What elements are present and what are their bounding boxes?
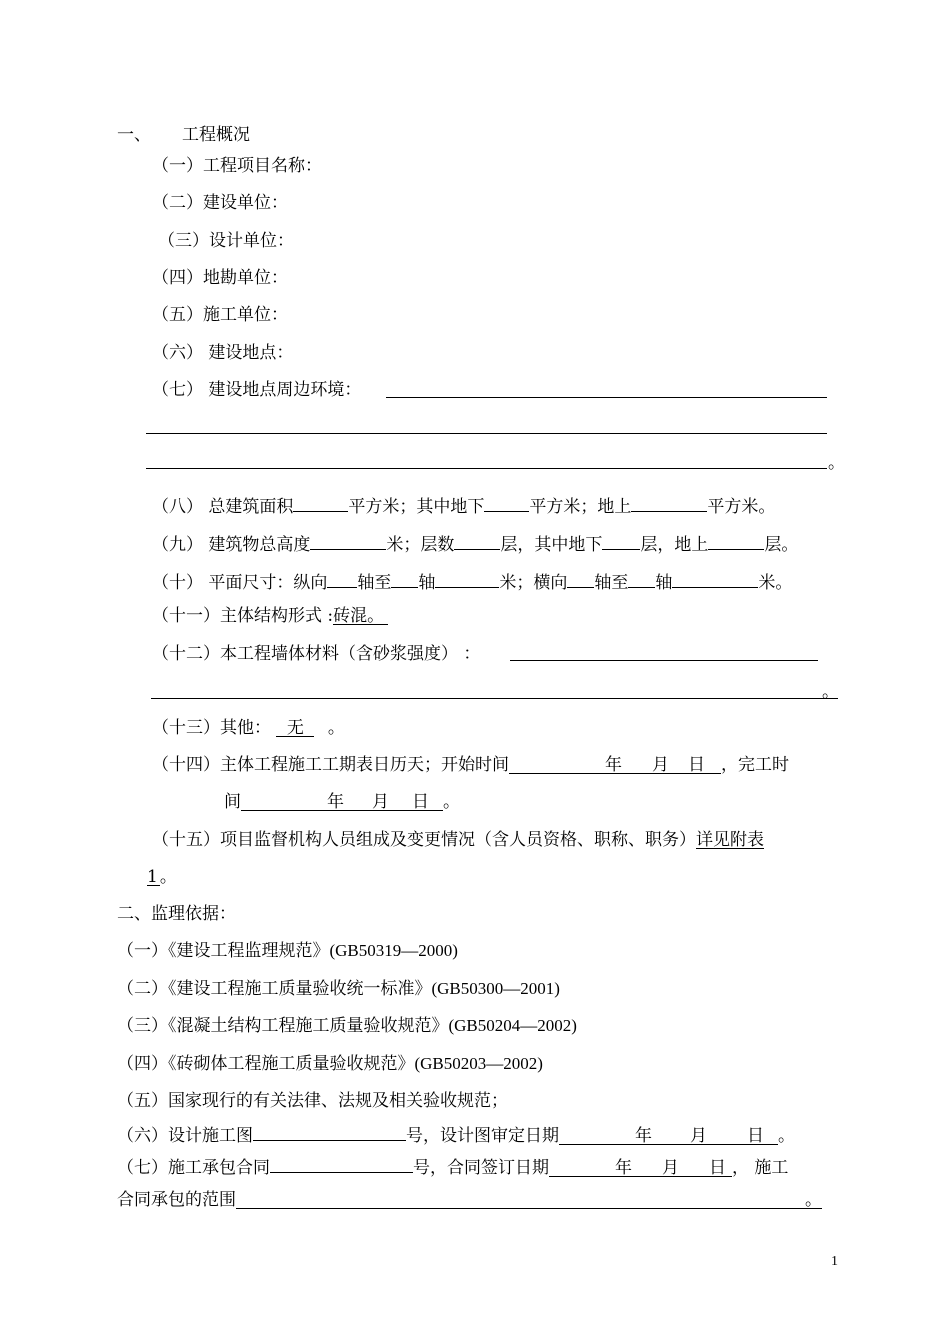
item-plan-dimensions	[152, 568, 793, 593]
basis-2: （二）《建设工程施工质量验收统一标准》(GB50300—2001)	[117, 979, 560, 998]
cross-axis-from-blank	[567, 568, 594, 588]
item-structure-type	[152, 605, 388, 627]
start-month-label: 月	[652, 755, 669, 775]
basis-1: （一）《建设工程监理规范》(GB50319—2000)	[117, 941, 458, 960]
staff-label: （十五）项目监督机构人员组成及变更情况（含人员资格、职称、职务）	[152, 830, 696, 850]
cross-axis-to-blank	[628, 568, 655, 588]
item-schedule	[152, 754, 789, 776]
section-1-title: 工程概况	[182, 125, 250, 145]
environment-blank-2	[146, 433, 827, 434]
page-number: 1	[831, 1254, 838, 1269]
finish-date-blank	[241, 791, 443, 811]
staff-period: 。	[159, 867, 177, 887]
contract-number-blank	[270, 1153, 413, 1173]
design-year-label: 年	[635, 1126, 652, 1146]
item-design-unit: （三）设计单位：	[158, 231, 294, 251]
floors-above-label: 层，地上	[640, 535, 709, 555]
plan-dim-unit: 米。	[758, 573, 793, 593]
contract-label: （七）施工承包合同	[117, 1158, 270, 1178]
floor-area-total-blank	[293, 492, 348, 512]
contract-scope-label: 合同承包的范围	[117, 1190, 236, 1210]
section-2-title: 二、监理依据：	[117, 904, 236, 924]
floor-area-unit: 平方米。	[707, 497, 776, 517]
floors-above-blank	[708, 530, 764, 550]
item-survey-unit: （四）地勘单位：	[152, 268, 288, 288]
start-year-label: 年	[605, 755, 622, 775]
item-site-environment: （七） 建设地点周边环境：	[152, 380, 362, 400]
design-month-label: 月	[690, 1126, 707, 1146]
basis-4: （四）《砖砌体工程施工质量验收规范》(GB50203—2002)	[117, 1054, 543, 1073]
other-value: 无	[276, 717, 314, 737]
environment-period: 。	[828, 453, 845, 473]
floor-area-label: （八） 总建筑面积	[152, 497, 294, 517]
wall-material-blank-1	[510, 660, 818, 661]
wall-material-blank-2	[151, 698, 838, 699]
contract-scope-period: 。	[805, 1190, 822, 1210]
item-schedule-cont	[224, 791, 460, 813]
other-label: （十三）其他：	[152, 718, 271, 738]
finish-month-label: 月	[372, 792, 389, 812]
long-axis-from-blank	[327, 568, 357, 588]
design-drawing-number-blank	[253, 1121, 406, 1141]
item-building-height	[152, 530, 799, 555]
floors-label: 米；层数	[386, 535, 455, 555]
item-supervision-staff-cont	[147, 866, 177, 888]
cross-length-blank	[672, 568, 758, 588]
cross-axis-label: 轴	[655, 573, 673, 593]
design-drawing-label: （六）设计施工图	[117, 1126, 253, 1146]
finish-day-label: 日	[412, 792, 429, 812]
item-wall-material: （十二）本工程墙体材料（含砂浆强度） ：	[152, 644, 481, 664]
long-axis-to-label: 轴至	[357, 573, 392, 593]
design-day-label: 日	[747, 1126, 764, 1146]
floors-unit: 层。	[764, 535, 799, 555]
basis-5: （五）国家现行的有关法律、法规及相关验收规范；	[117, 1091, 508, 1111]
environment-blank-3	[146, 468, 827, 469]
cross-label: 米；横向	[499, 573, 568, 593]
see-appendix-link: 详见附表	[696, 830, 764, 850]
item-floor-area	[152, 492, 776, 517]
floors-below-label: 层，其中地下	[500, 535, 603, 555]
plan-dim-label: （十） 平面尺寸：纵向	[152, 573, 328, 593]
start-date-blank	[509, 754, 721, 774]
section-1-number: 一、	[117, 125, 151, 145]
floor-area-below-blank	[484, 492, 529, 512]
wall-material-period: 。	[822, 682, 839, 702]
environment-blank-1	[386, 397, 827, 398]
long-length-blank	[435, 568, 499, 588]
finish-year-label: 年	[327, 792, 344, 812]
start-day-label: 日	[688, 755, 705, 775]
basis-7-cont	[117, 1189, 822, 1211]
appendix-number: 1	[147, 867, 158, 887]
contract-day-label: 日	[709, 1158, 726, 1178]
height-label: （九） 建筑物总高度	[152, 535, 311, 555]
finish-time-label-cont: 间	[224, 792, 241, 812]
item-construction-unit: （二）建设单位：	[152, 193, 288, 213]
schedule-label: （十四）主体工程施工工期表日历天；开始时间	[152, 755, 509, 775]
floor-area-below-label: 平方米；其中地下	[348, 497, 485, 517]
design-approval-label: 号，设计图审定日期	[406, 1126, 559, 1146]
design-period: 。	[778, 1126, 795, 1146]
basis-7	[117, 1153, 789, 1178]
cross-axis-to-label: 轴至	[594, 573, 629, 593]
height-blank	[310, 530, 386, 550]
structure-type-value: 砖混。	[333, 605, 388, 625]
item-site-location: （六） 建设地点：	[152, 343, 294, 363]
long-axis-label: 轴	[418, 573, 436, 593]
basis-6	[117, 1121, 795, 1146]
item-project-name: （一）工程项目名称：	[152, 156, 322, 176]
item-other	[152, 717, 345, 739]
contract-date-blank	[549, 1157, 732, 1177]
long-axis-to-blank	[391, 568, 418, 588]
item-supervision-staff	[152, 829, 764, 851]
floors-below-blank	[602, 530, 640, 550]
basis-3: （三）《混凝土结构工程施工质量验收规范》(GB50204—2002)	[117, 1016, 577, 1035]
contract-date-label: 号，合同签订日期	[413, 1158, 549, 1178]
contract-year-label: 年	[615, 1158, 632, 1178]
floor-area-above-blank	[631, 492, 707, 512]
floor-area-above-label: 平方米；地上	[529, 497, 632, 517]
other-period: 。	[327, 718, 345, 738]
structure-type-label: （十一）主体结构形式 :	[152, 606, 334, 626]
finish-time-label: ，完工时	[721, 755, 789, 775]
item-contractor-unit: （五）施工单位：	[152, 305, 288, 325]
contract-scope-intro: ， 施工	[732, 1158, 789, 1178]
design-approval-date-blank	[559, 1125, 778, 1145]
finish-period: 。	[443, 792, 460, 812]
contract-scope-blank	[236, 1189, 822, 1209]
floors-blank	[454, 530, 500, 550]
contract-month-label: 月	[662, 1158, 679, 1178]
